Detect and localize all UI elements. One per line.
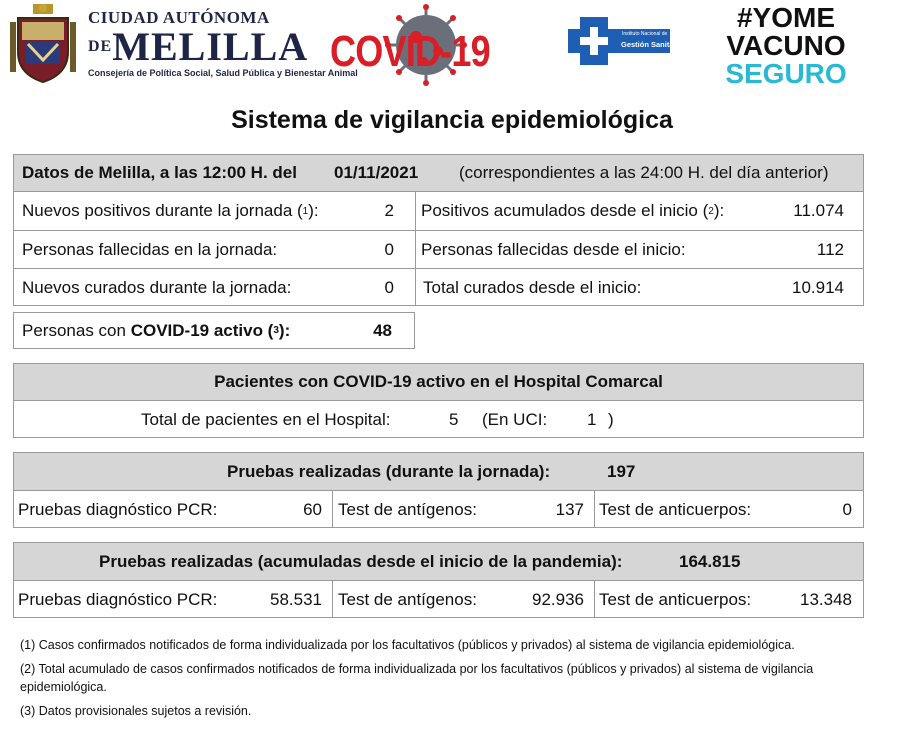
active-cases-label: Personas con COVID-19 activo ( 3 ): <box>22 320 291 340</box>
deaths-day-value: 0 <box>384 239 394 259</box>
melilla-coat-of-arms-icon <box>8 2 78 86</box>
footnote-2: (2) Total acumulado de casos confirmados notificados de forma individualizada por los facultativos (públicos y privados) al sistema de vigilancia epidemiológica. <box>20 662 814 694</box>
table-row <box>14 192 863 231</box>
table-row <box>14 231 863 269</box>
new-positives-label: Nuevos positivos durante la jornada ( 1 ): <box>22 201 319 220</box>
melilla-line2 <box>88 24 358 69</box>
daily-report-table <box>13 154 864 306</box>
table-row <box>14 269 863 306</box>
covid-logo <box>330 3 512 87</box>
hospital-total-value: 5 <box>449 409 459 429</box>
melilla-wordmark <box>88 8 358 78</box>
tests-cumulative-table <box>13 542 864 618</box>
tests-cumulative-total: 164.815 <box>679 551 741 571</box>
melilla-line1: CIUDAD AUTÓNOMA <box>88 8 270 27</box>
deaths-total-label: Personas fallecidas desde el inicio: <box>421 239 686 259</box>
ingesa-line2: Gestión Sanitaria <box>621 40 683 49</box>
hospital-total-label: Total de pacientes en el Hospital: <box>141 409 391 429</box>
melilla-de: DE <box>88 38 113 55</box>
ingesa-line1: Instituto Nacional de <box>622 31 668 37</box>
footnote-3: (3) Datos provisionales sujetos a revisión. <box>20 704 252 718</box>
recovered-total-label: Total curados desde el inicio: <box>423 277 642 297</box>
active-cases-box <box>13 312 415 349</box>
yome-line1: #YOME <box>736 2 836 33</box>
antibody-cumulative-value: 13.348 <box>800 589 852 609</box>
tests-day-title: Pruebas realizadas (durante la jornada): <box>227 461 551 481</box>
covid-logo-text: COVID-19 <box>330 27 490 76</box>
uci-close: ) <box>608 409 614 429</box>
footnote-1: (1) Casos confirmados notificados de forma individualizada por los facultativos (públicos y privados) al sistema de vigilancia epidemiológica. <box>20 638 795 652</box>
tests-day-total: 197 <box>607 461 636 481</box>
melilla-name: MELILLA <box>112 24 309 69</box>
recovered-day-value: 0 <box>384 277 394 297</box>
pcr-cumulative-value: 58.531 <box>270 589 322 609</box>
melilla-logo <box>8 2 358 86</box>
tests-day-header <box>14 453 863 491</box>
hospital-row <box>14 401 863 438</box>
cumulative-positives-value: 11.074 <box>793 201 844 220</box>
melilla-line3: Consejería de Política Social, Salud Pública y Bienestar Animal <box>88 68 358 78</box>
antigen-cumulative-label: Test de antígenos: <box>338 589 477 609</box>
antibody-day-label: Test de anticuerpos: <box>599 499 752 519</box>
yome-line2: VACUNO <box>726 30 846 61</box>
date-note: (correspondientes a las 24:00 H. del día anterior) <box>459 163 829 182</box>
cumulative-positives-label: Positivos acumulados desde el inicio ( 2 ): <box>421 201 725 220</box>
uci-label: (En UCI: <box>482 409 548 429</box>
deaths-day-label: Personas fallecidas en la jornada: <box>22 239 278 259</box>
footnotes <box>20 636 880 726</box>
page-title: Sistema de vigilancia epidemiológica <box>231 106 673 134</box>
recovered-day-label: Nuevos curados durante la jornada: <box>22 277 292 297</box>
pcr-day-value: 60 <box>303 499 322 519</box>
antigen-day-label: Test de antígenos: <box>338 499 477 519</box>
pcr-cumulative-label: Pruebas diagnóstico PCR: <box>18 589 218 609</box>
uci-value: 1 <box>587 409 597 429</box>
report-date-row <box>14 155 863 192</box>
tests-cumulative-title: Pruebas realizadas (acumuladas desde el inicio de la pandemia): <box>99 551 623 571</box>
yome-line3: SEGURO <box>725 58 847 89</box>
antibody-cumulative-label: Test de anticuerpos: <box>599 589 752 609</box>
pcr-day-label: Pruebas diagnóstico PCR: <box>18 499 218 519</box>
header <box>0 0 904 95</box>
deaths-total-value: 112 <box>816 239 844 259</box>
date-label: Datos de Melilla, a las 12:00 H. del <box>22 163 297 182</box>
hospital-header <box>14 364 863 401</box>
antigen-day-value: 137 <box>555 499 584 519</box>
tests-cumulative-row <box>14 581 863 618</box>
antigen-cumulative-value: 92.936 <box>532 589 584 609</box>
report-date: 01/11/2021 <box>334 163 419 182</box>
hospital-table <box>13 363 864 438</box>
tests-cumulative-header <box>14 543 863 581</box>
hospital-title: Pacientes con COVID-19 activo en el Hospital Comarcal <box>214 372 663 391</box>
recovered-total-value: 10.914 <box>792 277 844 297</box>
tests-day-table <box>13 452 864 528</box>
antibody-day-value: 0 <box>842 499 852 519</box>
yome-vacuno-seguro-logo <box>706 4 866 90</box>
new-positives-value: 2 <box>384 201 394 220</box>
tests-day-row <box>14 491 863 528</box>
ingesa-logo <box>566 13 683 69</box>
active-cases-value: 48 <box>373 320 392 340</box>
